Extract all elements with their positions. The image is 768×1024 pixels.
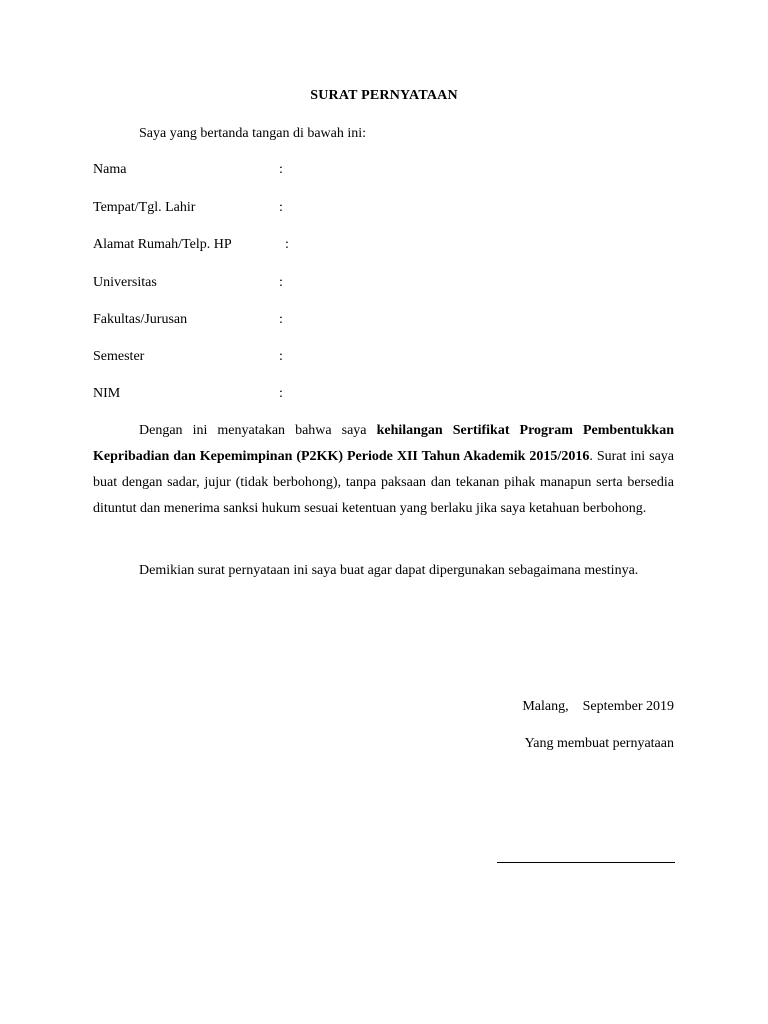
document-title: SURAT PERNYATAAN <box>310 88 458 103</box>
field-colon: : <box>279 349 283 364</box>
field-alamat <box>93 237 353 255</box>
field-colon: : <box>279 386 283 401</box>
field-colon: : <box>279 162 283 177</box>
field-tempat-tgl-lahir <box>93 200 353 218</box>
field-label: Semester <box>93 349 145 364</box>
field-label: Alamat Rumah/Telp. HP <box>93 237 232 252</box>
closing-paragraph: Demikian surat pernyataan ini saya buat agar dapat dipergunakan sebagaimana mestinya. <box>139 563 639 578</box>
statement-paragraph <box>93 418 674 522</box>
field-label: Fakultas/Jurusan <box>93 312 188 327</box>
field-colon: : <box>285 237 289 252</box>
signature-line <box>497 862 675 863</box>
place-date <box>522 699 674 715</box>
field-label: Tempat/Tgl. Lahir <box>93 200 196 215</box>
field-nim <box>93 386 353 404</box>
field-semester <box>93 349 353 367</box>
statement-bold: kehilangan Sertifikat Program Pembentukkan Kepribadian dan Kepemimpinan (P2KK) Periode XII Tahun Akademik 2015/2016 <box>93 423 674 464</box>
statement-suffix: . Surat ini saya buat dengan sadar, jujur (tidak berbohong), tanpa paksaan dan tekanan pihak manapun serta bersedia dituntut dan menerima sanksi hukum sesuai ketentuan yang berlaku jika saya ketahuan berbohong. <box>93 449 674 516</box>
field-universitas <box>93 275 353 293</box>
place-date-text: Malang, September 2019 <box>522 699 674 714</box>
field-nama <box>93 162 353 180</box>
field-fakultas-jurusan <box>93 312 353 330</box>
field-label: Universitas <box>93 275 157 290</box>
signer-caption: Yang membuat pernyataan <box>524 736 674 751</box>
field-colon: : <box>279 200 283 215</box>
field-colon: : <box>279 312 283 327</box>
field-colon: : <box>279 275 283 290</box>
field-label: Nama <box>93 162 127 177</box>
field-label: NIM <box>93 386 121 401</box>
statement-prefix: Dengan ini menyatakan bahwa saya <box>139 423 377 438</box>
intro-text: Saya yang bertanda tangan di bawah ini: <box>139 126 367 141</box>
